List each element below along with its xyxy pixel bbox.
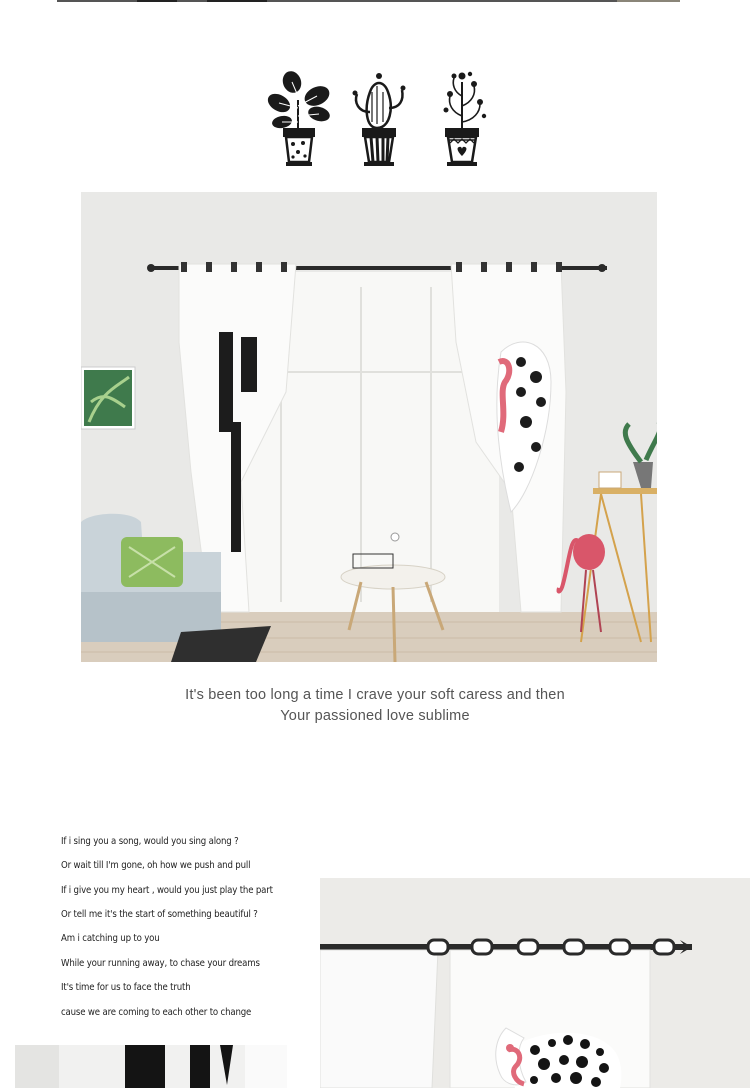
- lyric-line: Or wait till I'm gone, oh how we push and pull: [61, 860, 251, 871]
- lyric-line: If i give you my heart , would you just play the part: [61, 885, 273, 896]
- lyric-line: While your running away, to chase your dreams: [61, 958, 260, 969]
- curtain-flamingo-detail-photo: [320, 878, 750, 1088]
- potted-plants-icon: [262, 66, 492, 168]
- lyric-line: Am i catching up to you: [61, 933, 160, 944]
- lyric-line: If i sing you a song, would you sing along ?: [61, 836, 239, 847]
- curtain-letters-detail-photo: [15, 1045, 287, 1088]
- cactus-plant-icon: [353, 73, 406, 166]
- flower-plant-icon: [444, 72, 487, 166]
- lyric-line: Or tell me it's the start of something beautiful ?: [61, 909, 258, 920]
- top-divider-strip: [57, 0, 680, 2]
- lyric-line: It's time for us to face the truth: [61, 982, 191, 993]
- caption-line-1: It's been too long a time I crave your soft caress and then: [185, 687, 565, 703]
- caption-line-2: Your passioned love sublime: [280, 708, 470, 724]
- living-room-curtains-photo: [81, 192, 657, 662]
- lyric-line: cause we are coming to each other to change: [61, 1007, 252, 1018]
- leafy-plant-icon: [265, 69, 333, 166]
